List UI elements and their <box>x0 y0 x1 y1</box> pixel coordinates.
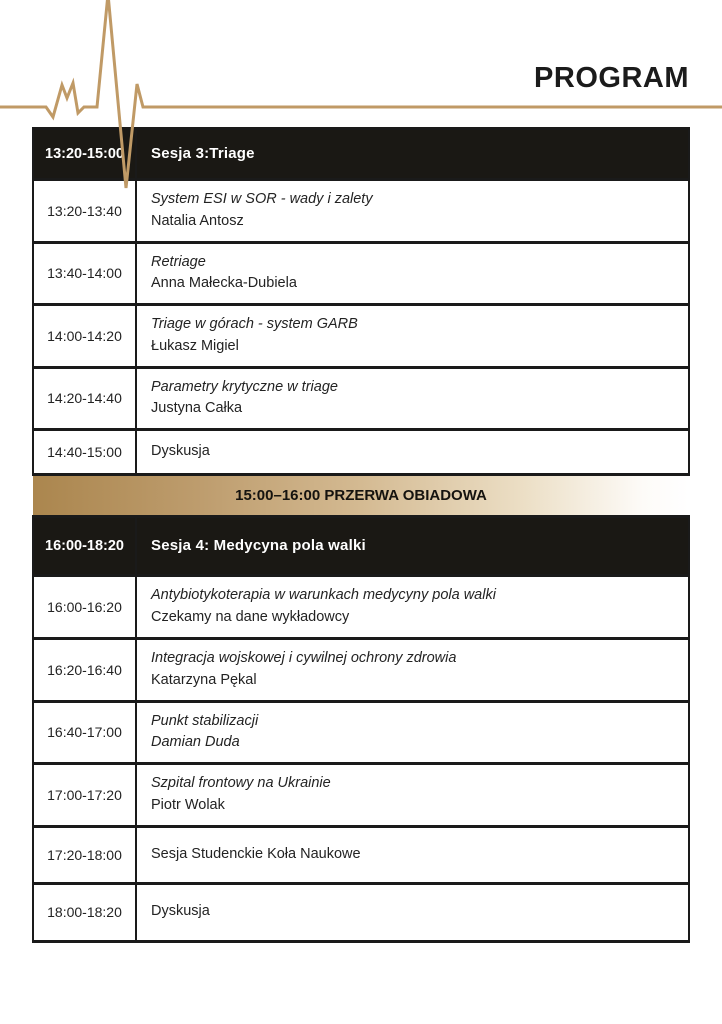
session-title-cell: Sesja 4: Medycyna pola walki <box>136 517 689 576</box>
session-title-cell: Sesja 3:Triage <box>136 129 689 180</box>
schedule-row-talk <box>33 305 689 368</box>
talk-speaker: Natalia Antosz <box>151 212 244 229</box>
schedule-row-talk <box>33 639 689 702</box>
break-label: 15:00–16:00 PRZERWA OBIADOWA <box>33 475 689 517</box>
time-cell: 13:20-13:40 <box>33 180 136 243</box>
time-cell: 16:20-16:40 <box>33 639 136 702</box>
time-cell: 13:20-15:00 <box>33 129 136 180</box>
talk-cell <box>136 701 689 764</box>
talk-title: Triage w górach - system GARB <box>151 316 358 332</box>
talk-title: System ESI w SOR - wady i zalety <box>151 191 373 207</box>
time-cell: 18:00-18:20 <box>33 883 136 941</box>
talk-speaker: Czekamy na dane wykładowcy <box>151 609 350 625</box>
schedule-row-talk <box>33 242 689 305</box>
schedule-row-session <box>33 517 689 576</box>
time-cell: 17:00-17:20 <box>33 764 136 827</box>
schedule-row-talk <box>33 701 689 764</box>
talk-cell <box>136 764 689 827</box>
page-title: PROGRAM <box>534 62 689 94</box>
time-cell: 14:40-15:00 <box>33 430 136 475</box>
schedule-row-talk <box>33 764 689 827</box>
talk-speaker: Justyna Całka <box>151 400 243 417</box>
item-title-cell: Dyskusja <box>136 430 689 475</box>
schedule-row-session <box>33 129 689 180</box>
talk-speaker: Anna Małecka-Dubiela <box>151 275 297 292</box>
time-cell: 16:00-18:20 <box>33 517 136 576</box>
schedule-row-plain <box>33 826 689 883</box>
talk-speaker: Piotr Wolak <box>151 796 225 813</box>
talk-cell <box>136 367 689 430</box>
talk-cell <box>136 639 689 702</box>
time-cell: 14:20-14:40 <box>33 367 136 430</box>
talk-title: Antybiotykoterapia w warunkach medycyny pola walki <box>151 587 496 604</box>
talk-title: Szpital frontowy na Ukrainie <box>151 775 331 791</box>
item-title-cell: Dyskusja <box>136 883 689 941</box>
talk-cell <box>136 180 689 243</box>
schedule-row-talk <box>33 180 689 243</box>
schedule-row-talk <box>33 576 689 639</box>
talk-title: Retriage <box>151 253 206 270</box>
talk-title: Integracja wojskowej i cywilnej ochrony zdrowia <box>151 650 457 666</box>
talk-speaker: Damian Duda <box>151 734 240 751</box>
schedule-row-plain <box>33 430 689 475</box>
talk-title: Punkt stabilizacji <box>151 712 259 729</box>
schedule-body <box>33 129 689 942</box>
talk-cell <box>136 242 689 305</box>
talk-title: Parametry krytyczne w triage <box>151 378 338 395</box>
schedule-row-break <box>33 475 689 517</box>
time-cell: 16:00-16:20 <box>33 576 136 639</box>
time-cell: 14:00-14:20 <box>33 305 136 368</box>
talk-cell <box>136 305 689 368</box>
talk-cell <box>136 576 689 639</box>
time-cell: 13:40-14:00 <box>33 242 136 305</box>
talk-speaker: Katarzyna Pękal <box>151 671 257 688</box>
time-cell: 17:20-18:00 <box>33 826 136 883</box>
schedule-row-plain <box>33 883 689 941</box>
item-title-cell: Sesja Studenckie Koła Naukowe <box>136 826 689 883</box>
talk-speaker: Łukasz Migiel <box>151 337 239 354</box>
schedule-row-talk <box>33 367 689 430</box>
schedule-table <box>32 127 690 943</box>
time-cell: 16:40-17:00 <box>33 701 136 764</box>
